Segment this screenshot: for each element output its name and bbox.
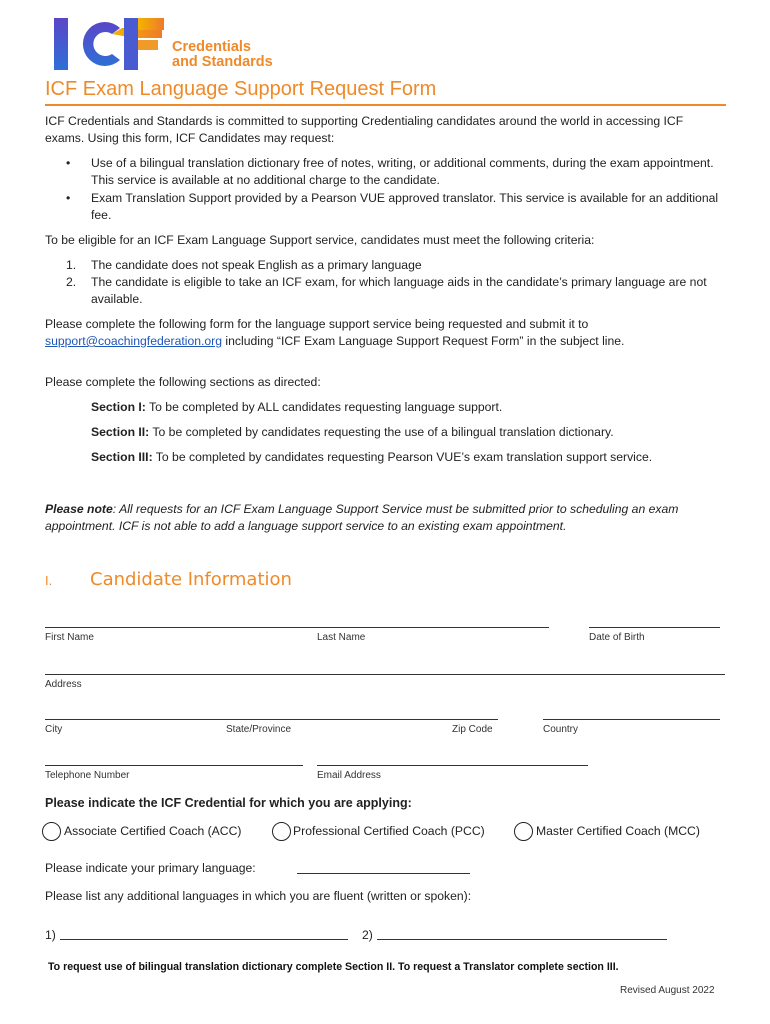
language-1-input-line[interactable] — [60, 939, 348, 940]
section-label: Section II: — [91, 425, 150, 439]
credential-option-label: Professional Certified Coach (PCC) — [293, 824, 485, 838]
address-input-line[interactable] — [45, 674, 725, 675]
intro-paragraph: ICF Credentials and Standards is committed to supporting Credentialing candidates around the world in accessing ICF exams. Using this form, ICF Candidates may request: — [45, 114, 684, 145]
icf-logo — [52, 14, 292, 74]
section-description-1 — [91, 399, 721, 416]
logo-subtitle-line1: Credentials — [172, 39, 251, 55]
section-description-2 — [91, 424, 721, 441]
section-text: To be completed by ALL candidates requesting language support. — [149, 400, 503, 414]
criteria-number: 2. — [66, 275, 77, 289]
support-email-link[interactable]: support@coachingfederation.org — [45, 334, 223, 348]
phone-input-line[interactable] — [45, 765, 303, 766]
icf-logo-mark — [52, 14, 172, 74]
state-label: State/Province — [226, 724, 292, 735]
please-note — [45, 501, 725, 535]
radio-mcc[interactable] — [514, 822, 533, 841]
section-number: I. — [45, 573, 53, 588]
eligibility-intro: To be eligible for an ICF Exam Language Support service, candidates must meet the following criteria: — [45, 233, 595, 247]
section-label: Section III: — [91, 450, 153, 464]
country-label: Country — [543, 724, 579, 735]
sections-intro: Please complete the following sections as directed: — [45, 375, 321, 389]
footer-instruction: To request use of bilingual translation dictionary complete Section II. To request a Translator complete section III. — [48, 961, 619, 973]
zip-label: Zip Code — [452, 724, 493, 735]
note-label: Please note — [45, 502, 113, 516]
country-input-line[interactable] — [543, 719, 720, 720]
bullet-mark: • — [66, 156, 71, 170]
phone-label: Telephone Number — [45, 770, 130, 781]
section-text: To be completed by candidates requesting the use of a bilingual translation dictionary. — [152, 425, 614, 439]
language-2-label: 2) — [362, 928, 373, 942]
criteria-number: 1. — [66, 258, 77, 272]
bullet-mark: • — [66, 191, 71, 205]
section-text: To be completed by candidates requesting Pearson VUE’s exam translation support service. — [155, 450, 653, 464]
section-title: Candidate Information — [90, 569, 292, 590]
address-label: Address — [45, 679, 82, 690]
primary-language-input-line[interactable] — [297, 873, 470, 874]
revised-date: Revised August 2022 — [620, 985, 715, 996]
name-input-line[interactable] — [45, 627, 549, 628]
submit-text-before: Please complete the following form for the language support service being requested and submit it to — [45, 317, 589, 331]
logo-subtitle-line2: and Standards — [172, 54, 273, 70]
radio-pcc[interactable] — [272, 822, 291, 841]
section-description-3 — [91, 449, 721, 466]
email-input-line[interactable] — [317, 765, 588, 766]
radio-acc[interactable] — [42, 822, 61, 841]
bullet-item: Exam Translation Support provided by a Pearson VUE approved translator. This service is available for an additional fee. — [91, 191, 719, 222]
language-1-label: 1) — [45, 928, 56, 942]
fluent-languages-prompt: Please list any additional languages in which you are fluent (written or spoken): — [45, 889, 472, 903]
last-name-label: Last Name — [317, 632, 366, 643]
city-label: City — [45, 724, 63, 735]
credential-option-label: Master Certified Coach (MCC) — [536, 824, 700, 838]
first-name-label: First Name — [45, 632, 94, 643]
dob-label: Date of Birth — [589, 632, 645, 643]
submit-text-after: including “ICF Exam Language Support Request Form” in the subject line. — [225, 334, 625, 348]
submit-paragraph — [45, 316, 725, 350]
primary-language-prompt: Please indicate your primary language: — [45, 861, 256, 875]
page-title: ICF Exam Language Support Request Form — [45, 78, 437, 100]
credential-option-label: Associate Certified Coach (ACC) — [64, 824, 242, 838]
dob-input-line[interactable] — [589, 627, 720, 628]
city-state-zip-input-line[interactable] — [45, 719, 498, 720]
criteria-item: The candidate is eligible to take an ICF exam, for which language aids in the candidate’s primary language are not available. — [91, 275, 707, 306]
title-divider — [45, 104, 726, 106]
credential-prompt: Please indicate the ICF Credential for which you are applying: — [45, 796, 412, 810]
section-label: Section I: — [91, 400, 146, 414]
criteria-item: The candidate does not speak English as a primary language — [91, 258, 422, 272]
note-text: : All requests for an ICF Exam Language Support Service must be submitted prior to scheduling an exam appointment. ICF is not able to add a language support service to an existing exam appointment. — [45, 502, 679, 533]
bullet-item: Use of a bilingual translation dictionary free of notes, writing, or additional comments, during the exam appointment. This service is available at no additional charge to the candidate. — [91, 156, 714, 187]
language-2-input-line[interactable] — [377, 939, 667, 940]
email-label: Email Address — [317, 770, 381, 781]
